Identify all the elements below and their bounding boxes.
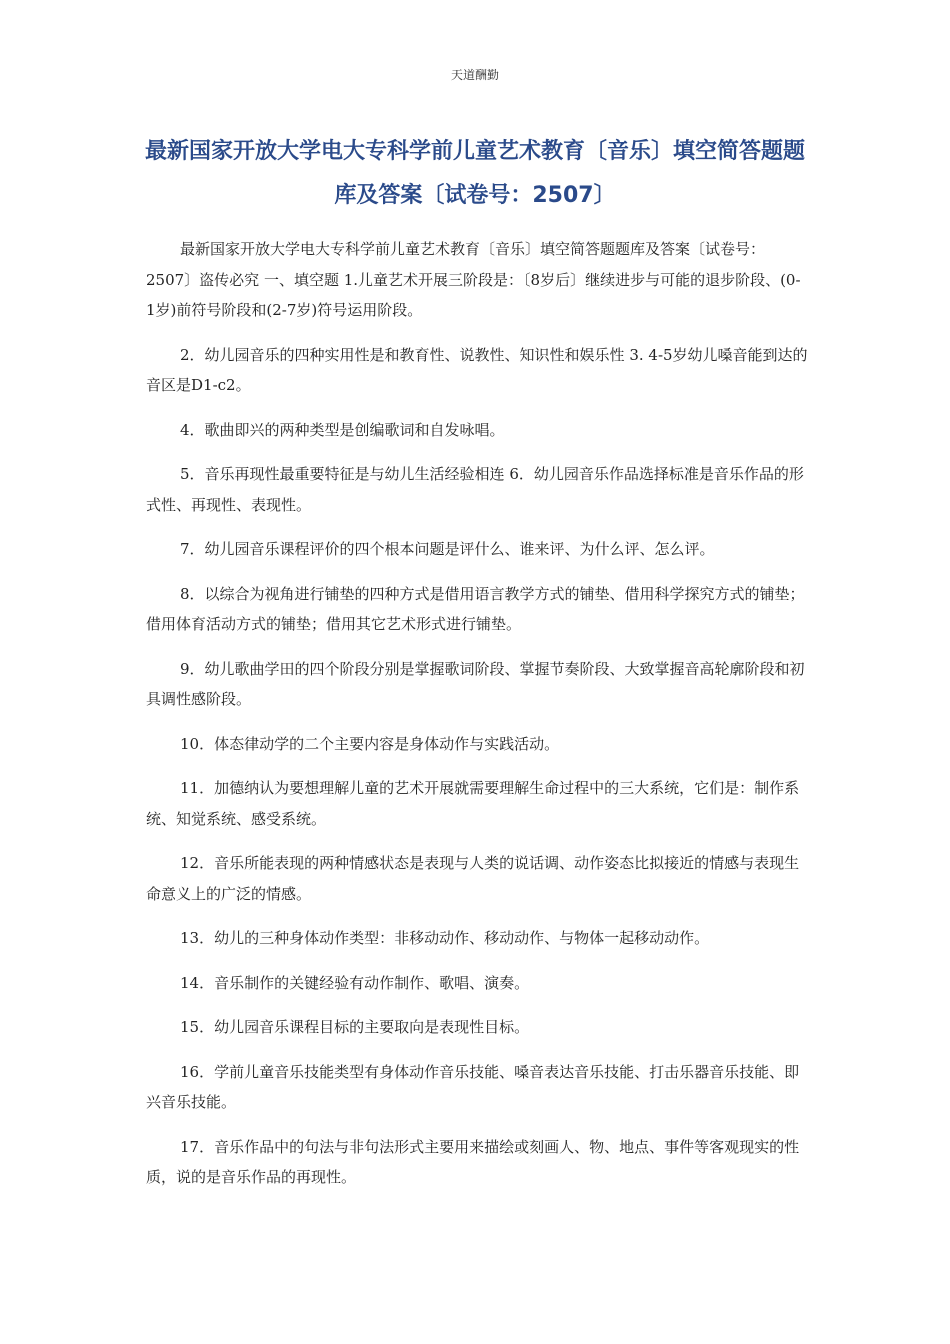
- paragraph-item-5: 5．音乐再现性最重要特征是与幼儿生活经验相连 6．幼儿园音乐作品选择标准是音乐作品的形式性、再现性、表现性。: [146, 465, 804, 514]
- paragraph-item-14: 14．音乐制作的关键经验有动作制作、歌唱、演奏。: [180, 973, 530, 992]
- document-title: 最新国家开放大学电大专科学前儿童艺术教育〔音乐〕填空简答题题库及答案〔试卷号：2507〕: [144, 139, 805, 208]
- paragraph-item-8: 8．以综合为视角进行铺垫的四种方式是借用语言教学方式的铺垫、借用科学探究方式的铺垫；借用体育活动方式的铺垫；借用其它艺术形式进行铺垫。: [146, 584, 805, 633]
- paragraph-item-2: 2．幼儿园音乐的四种实用性是和教育性、说教性、知识性和娱乐性 3. 4-5岁幼儿嗓音能到达的音区是D1-c2。: [146, 345, 808, 394]
- paragraph-item-10: 10．体态律动学的二个主要内容是身体动作与实践活动。: [180, 734, 560, 753]
- paragraph-intro: 最新国家开放大学电大专科学前儿童艺术教育〔音乐〕填空简答题题库及答案〔试卷号：2507〕盗传必究 一、填空题 1.儿童艺术开展三阶段是：〔8岁后〕继续进步与可能的退步阶段、(0-1岁)前符号阶段和(2-7岁)符号运用阶段。: [146, 240, 801, 319]
- paragraph-item-11: 11．加德纳认为要想理解儿童的艺术开展就需要理解生命过程中的三大系统，它们是：制作系统、知觉系统、感受系统。: [146, 779, 800, 828]
- paragraph-item-16: 16．学前儿童音乐技能类型有身体动作音乐技能、嗓音表达音乐技能、打击乐器音乐技能、即兴音乐技能。: [146, 1062, 800, 1111]
- page-header-note: 天道酬勤: [450, 68, 499, 82]
- paragraph-item-12: 12．音乐所能表现的两种情感状态是表现与人类的说话调、动作姿态比拟接近的情感与表现生命意义上的广泛的情感。: [146, 854, 800, 903]
- paragraph-item-9: 9．幼儿歌曲学田的四个阶段分别是掌握歌词阶段、掌握节奏阶段、大致掌握音高轮廓阶段和初具调性感阶段。: [146, 659, 805, 708]
- paragraph-item-17: 17．音乐作品中的句法与非句法形式主要用来描绘或刻画人、物、地点、事件等客观现实的性质，说的是音乐作品的再现性。: [146, 1137, 800, 1186]
- paragraph-item-13: 13．幼儿的三种身体动作类型：非移动动作、移动动作、与物体一起移动动作。: [180, 929, 710, 947]
- paragraph-item-4: 4．歌曲即兴的两种类型是创编歌词和自发咏唱。: [180, 420, 505, 439]
- paragraph-item-7: 7．幼儿园音乐课程评价的四个根本问题是评什么、谁来评、为什么评、怎么评。: [180, 540, 715, 558]
- paragraph-item-15: 15．幼儿园音乐课程目标的主要取向是表现性目标。: [180, 1018, 530, 1036]
- document-body: [146, 234, 810, 1207]
